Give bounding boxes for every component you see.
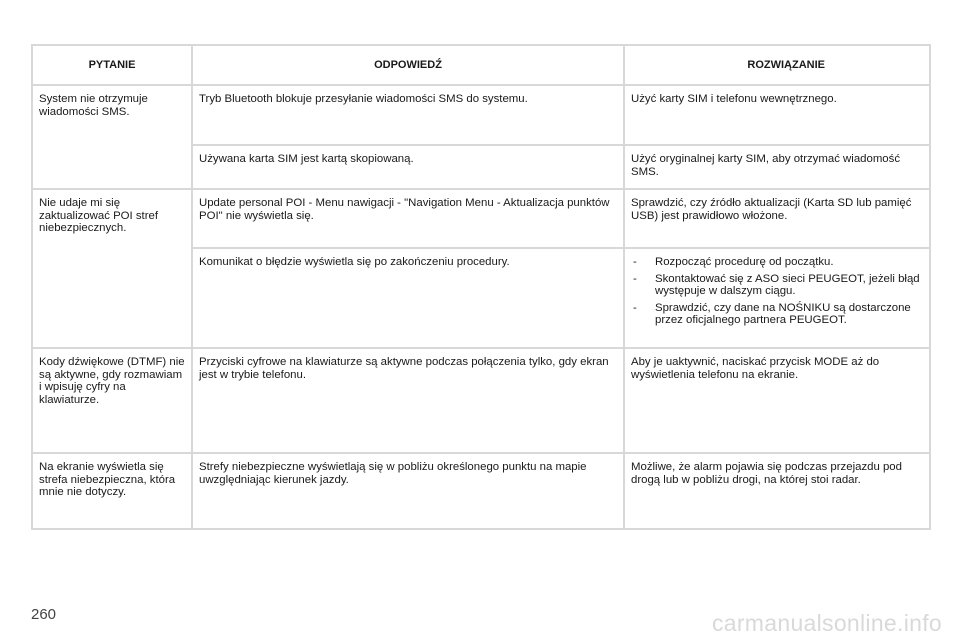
solution-steps-list <box>631 256 923 327</box>
table-row <box>32 85 930 145</box>
answer-cell <box>192 348 624 453</box>
answer-text: Używana karta SIM jest kartą skopiowaną. <box>199 153 414 165</box>
solution-text: Sprawdzić, czy źródło aktualizacji (Karta SD lub pamięć USB) jest prawidłowo włożone. <box>631 197 912 222</box>
question-text: Nie udaje mi się zaktualizować POI stref niebezpiecznych. <box>39 197 159 235</box>
solution-cell <box>624 248 930 348</box>
answer-text: Strefy niebezpieczne wyświetlają się w pobliżu określonego punktu na mapie uwzględniając kierunek jazdy. <box>199 461 587 486</box>
answer-text: Update personal POI - Menu nawigacji - "Navigation Menu - Aktualizacja punktów POI" nie wyświetla się. <box>199 197 610 222</box>
solution-step: - Sprawdzić, czy dane na NOŚNIKU są dostarczone przez oficjalnego partnera PEUGEOT. <box>631 302 923 327</box>
answer-cell <box>192 248 624 348</box>
answer-cell <box>192 85 624 145</box>
table-header-row <box>32 45 930 85</box>
answer-text: Komunikat o błędzie wyświetla się po zakończeniu procedury. <box>199 256 510 268</box>
question-cell <box>32 85 192 189</box>
solution-step: - Rozpocząć procedurę od początku. <box>631 256 923 269</box>
question-text: Na ekranie wyświetla się strefa niebezpieczna, która mnie nie dotyczy. <box>39 461 176 499</box>
question-text: System nie otrzymuje wiadomości SMS. <box>39 93 148 118</box>
question-cell <box>32 189 192 348</box>
solution-cell <box>624 145 930 189</box>
table-row <box>32 453 930 529</box>
answer-cell <box>192 189 624 248</box>
header-solution: ROZWIĄZANIE <box>624 45 930 85</box>
header-question: PYTANIE <box>32 45 192 85</box>
solution-cell <box>624 85 930 145</box>
solution-text: Możliwe, że alarm pojawia się podczas przejazdu pod drogą lub w pobliżu drogi, na której stoi radar. <box>631 461 902 486</box>
watermark: carmanualsonline.info <box>711 610 942 636</box>
troubleshooting-table <box>31 44 931 530</box>
answer-text: Przyciski cyfrowe na klawiaturze są aktywne podczas połączenia tylko, gdy ekran jest w trybie telefonu. <box>199 356 609 381</box>
solution-text: Użyć oryginalnej karty SIM, aby otrzymać wiadomość SMS. <box>631 153 901 178</box>
solution-step: - Skontaktować się z ASO sieci PEUGEOT, jeżeli błąd występuje w dalszym ciągu. <box>631 273 923 298</box>
solution-cell <box>624 189 930 248</box>
answer-cell <box>192 145 624 189</box>
question-cell <box>32 453 192 529</box>
solution-cell <box>624 348 930 453</box>
answer-cell <box>192 453 624 529</box>
solution-text: Aby je uaktywnić, naciskać przycisk MODE aż do wyświetlenia telefonu na ekranie. <box>631 356 880 381</box>
solution-cell <box>624 453 930 529</box>
answer-text: Tryb Bluetooth blokuje przesyłanie wiadomości SMS do systemu. <box>199 93 528 105</box>
solution-text: Użyć karty SIM i telefonu wewnętrznego. <box>631 93 837 105</box>
question-cell <box>32 348 192 453</box>
header-answer: ODPOWIEDŹ <box>192 45 624 85</box>
table-row <box>32 348 930 453</box>
question-text: Kody dźwiękowe (DTMF) nie są aktywne, gdy rozmawiam i wpisuję cyfry na klawiaturze. <box>39 356 185 406</box>
page-number: 260 <box>31 606 57 623</box>
table-row <box>32 189 930 248</box>
